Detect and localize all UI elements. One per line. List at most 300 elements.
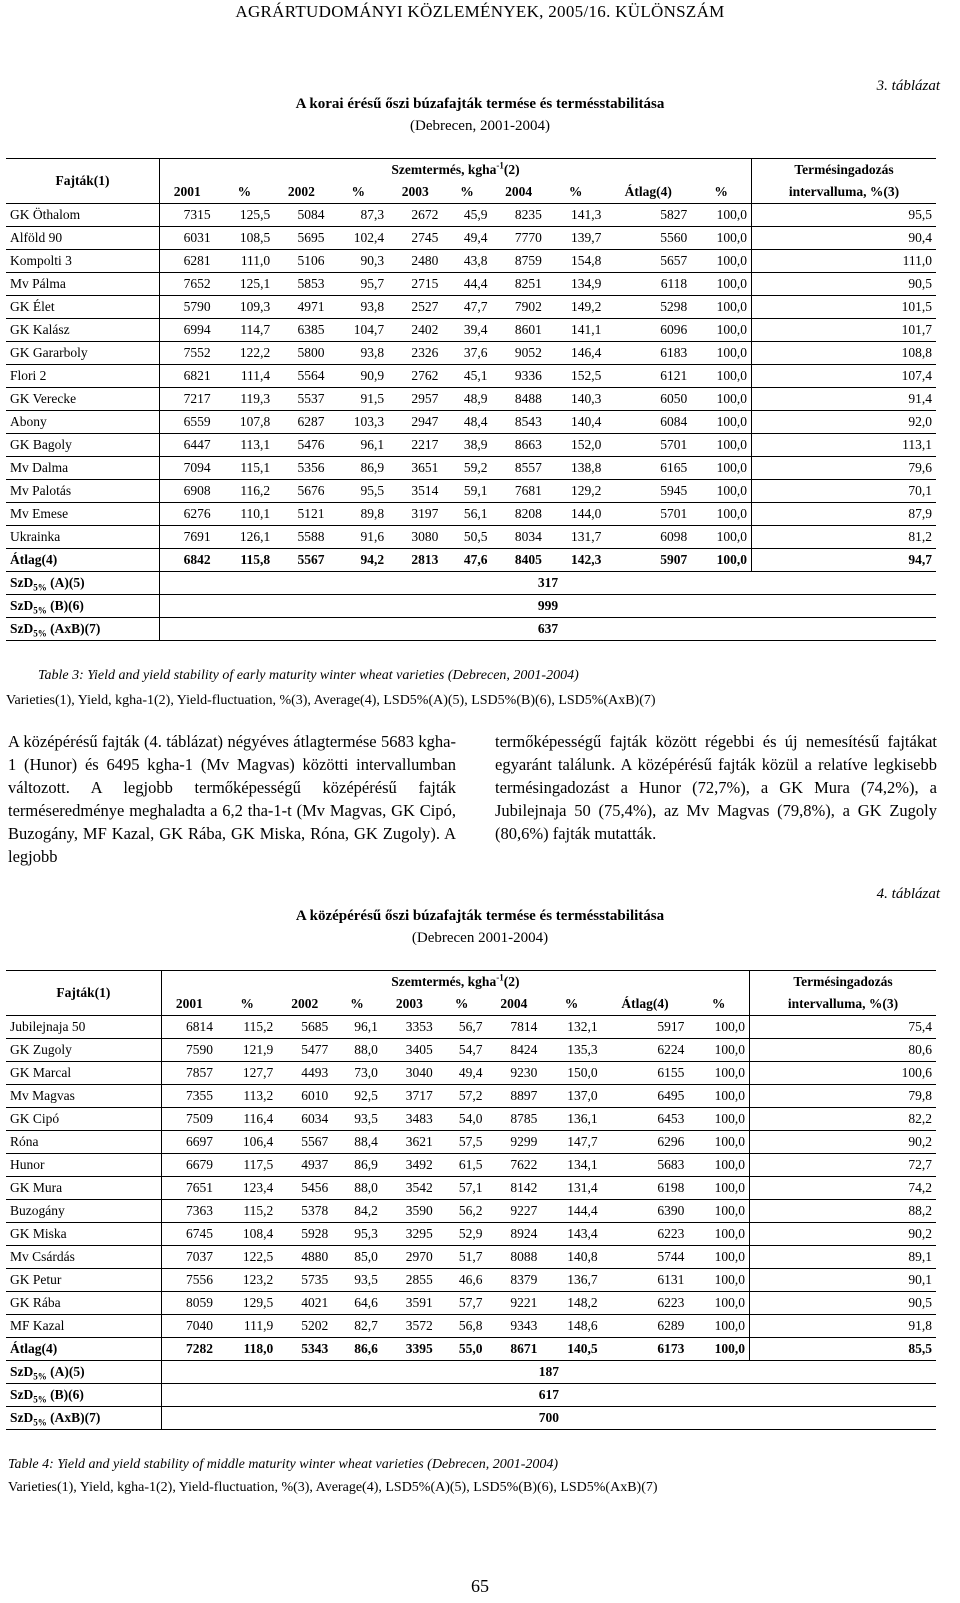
cell: 9343 [486,1315,541,1338]
cell: 4971 [274,296,328,319]
cell: 88,0 [332,1177,382,1200]
row-name: Buzogány [6,1200,161,1223]
cell: 45,9 [442,204,491,227]
col-header-8: Átlag(4) [602,993,689,1016]
cell: 90,2 [749,1223,936,1246]
cell: 5476 [274,434,328,457]
cell: 3395 [382,1338,437,1361]
table-row [6,296,936,319]
cell: 64,6 [332,1292,382,1315]
cell: 5567 [274,549,328,572]
row-name: GK Kalász [6,319,160,342]
cell: 140,3 [546,388,606,411]
cell: 4880 [277,1246,332,1269]
row-name: GK Miska [6,1223,161,1246]
cell: 3197 [388,503,442,526]
cell: 6224 [602,1039,689,1062]
cell: 8208 [492,503,546,526]
cell: 6821 [160,365,215,388]
col-header-yield-sup: -1 [496,160,504,171]
cell: 147,7 [541,1131,601,1154]
cell: 121,9 [217,1039,277,1062]
cell: 6296 [602,1131,689,1154]
table-row [6,1039,936,1062]
cell: 49,4 [442,227,491,250]
cell: 2957 [388,388,442,411]
text-left-column: A középérésű fajták (4. táblázat) négyéves átlagtermése 5683 kgha-1 (Hunor) és 6495 kgha-1 (Mv Magvas) közötti intervallumban változott. A legjobb termőképességű középérésű fajták terméseredménye meghaladta a 6,2 tha-1-t (Mv Magvas, GK Cipó, Buzogány, MF Kazal, GK Rába, GK Miska, Róna, GK Zugoly). A legjobb [8,732,456,866]
cell: 100,0 [688,1039,749,1062]
cell: 115,8 [215,549,275,572]
cell: 57,7 [437,1292,487,1315]
cell: 90,5 [752,273,936,296]
table-row [6,1085,936,1108]
cell: 123,2 [217,1269,277,1292]
table-row [6,1223,936,1246]
cell: 9336 [492,365,546,388]
cell: 7857 [161,1062,217,1085]
cell: 7770 [492,227,546,250]
row-name: GK Mura [6,1177,161,1200]
cell: 2480 [388,250,442,273]
cell: 107,4 [752,365,936,388]
cell: 2527 [388,296,442,319]
cell: 2715 [388,273,442,296]
cell: 3040 [382,1062,437,1085]
cell: 6679 [161,1154,217,1177]
cell: 7590 [161,1039,217,1062]
lsd-row [6,618,936,641]
cell: 7509 [161,1108,217,1131]
cell: 101,5 [752,296,936,319]
col-header-yield-tail: (2) [503,162,520,177]
cell: 7556 [161,1269,217,1292]
cell: 6994 [160,319,215,342]
table-row [6,526,936,549]
cell: 5853 [274,273,328,296]
cell: 5121 [274,503,328,526]
lsd-sub: 5% [33,1417,47,1428]
cell: 100,0 [691,411,751,434]
cell: 100,0 [691,457,751,480]
cell: 154,8 [546,250,606,273]
lsd-row [6,595,936,618]
cell: 5560 [605,227,691,250]
cell: 115,2 [217,1016,277,1039]
cell: 100,0 [688,1223,749,1246]
lsd-pre: SzD [10,575,34,590]
cell: 111,0 [752,250,936,273]
table4 [6,970,936,1430]
cell: 5343 [277,1338,332,1361]
row-name: Kompolti 3 [6,250,160,273]
col-header-yield [161,971,749,994]
cell: 122,2 [215,342,275,365]
cell: 6385 [274,319,328,342]
lsd-post: (A)(5) [46,575,85,590]
lsd-label [6,618,160,641]
cell: 6908 [160,480,215,503]
cell: 4493 [277,1062,332,1085]
cell: 8557 [492,457,546,480]
cell: 134,1 [541,1154,601,1177]
cell: 5683 [602,1154,689,1177]
cell: 7691 [160,526,215,549]
cell: 3591 [382,1292,437,1315]
cell: 113,2 [217,1085,277,1108]
cell: 3717 [382,1085,437,1108]
col-header-0: 2001 [161,993,217,1016]
col-header-9: % [691,181,751,204]
lsd-row [6,1384,936,1407]
cell: 93,8 [329,342,389,365]
cell: 152,0 [546,434,606,457]
cell: 85,5 [749,1338,936,1361]
lsd-label [6,595,160,618]
lsd-post: (AxB)(7) [46,1410,101,1425]
cell: 6289 [602,1315,689,1338]
lsd-value: 617 [161,1384,936,1407]
cell: 3483 [382,1108,437,1131]
cell: 9052 [492,342,546,365]
table3-legend: Varieties(1), Yield, kgha-1(2), Yield-fluctuation, %(3), Average(4), LSD5%(A)(5), LSD5%(B)(6), LSD5%(AxB)(7) [6,693,656,708]
cell: 88,4 [332,1131,382,1154]
cell: 7040 [161,1315,217,1338]
cell: 100,0 [691,296,751,319]
cell: 95,5 [752,204,936,227]
cell: 7315 [160,204,215,227]
cell: 117,5 [217,1154,277,1177]
cell: 90,3 [329,250,389,273]
cell: 100,0 [688,1338,749,1361]
cell: 108,5 [215,227,275,250]
cell: 100,0 [691,549,751,572]
cell: 2217 [388,434,442,457]
cell: 100,0 [688,1269,749,1292]
cell: 5477 [277,1039,332,1062]
cell: 6495 [602,1085,689,1108]
cell: 6155 [602,1062,689,1085]
cell: 4937 [277,1154,332,1177]
row-name: Flori 2 [6,365,160,388]
cell: 3295 [382,1223,437,1246]
cell: 6276 [160,503,215,526]
cell: 50,5 [442,526,491,549]
cell: 90,9 [329,365,389,388]
cell: 139,7 [546,227,606,250]
cell: 2762 [388,365,442,388]
cell: 7355 [161,1085,217,1108]
cell: 70,1 [752,480,936,503]
cell: 54,0 [437,1108,487,1131]
cell: 101,7 [752,319,936,342]
row-name: Mv Emese [6,503,160,526]
cell: 6165 [605,457,691,480]
lsd-label [6,1361,161,1384]
cell: 5685 [277,1016,332,1039]
cell: 116,2 [215,480,275,503]
cell: 8785 [486,1108,541,1131]
cell: 6223 [602,1292,689,1315]
cell: 100,0 [691,365,751,388]
cell: 115,2 [217,1200,277,1223]
cell: 5907 [605,549,691,572]
col-header-5: % [442,181,491,204]
cell: 7622 [486,1154,541,1177]
col-header-4: 2003 [382,993,437,1016]
cell: 88,2 [749,1200,936,1223]
text-right-column: termőképességű fajták között régebbi és új nemesítésű fajtákat egyaránt találunk. A középérésű fajták közül a relatíve legkisebb termésingadozást a Hunor (72,7%), a GK Mura (74,2%), a Jubilejnaja 50 (75,4%), az Mv Magvas (79,8%), a GK Zugoly (80,6%) fajták mutatták. [495,732,937,843]
row-name: Mv Palotás [6,480,160,503]
cell: 100,0 [688,1085,749,1108]
cell: 5378 [277,1200,332,1223]
table-row [6,250,936,273]
lsd-sub: 5% [33,628,47,639]
cell: 132,1 [541,1016,601,1039]
cell: 7094 [160,457,215,480]
cell: 59,2 [442,457,491,480]
col-header-fluctuation: Termésingadozás [752,159,936,182]
cell: 5588 [274,526,328,549]
cell: 5790 [160,296,215,319]
cell: 7652 [160,273,215,296]
row-name: Mv Pálma [6,273,160,296]
lsd-value: 999 [160,595,937,618]
cell: 6223 [602,1223,689,1246]
lsd-sub: 5% [33,582,47,593]
lsd-pre: SzD [10,598,34,613]
cell: 100,0 [688,1315,749,1338]
cell: 4021 [277,1292,332,1315]
lsd-sub: 5% [33,1394,47,1405]
cell: 57,5 [437,1131,487,1154]
table4-caption: Table 4: Yield and yield stability of middle maturity winter wheat varieties (Debrecen, 2001-2004) [8,1457,559,1472]
cell: 5456 [277,1177,332,1200]
row-name: Átlag(4) [6,549,160,572]
cell: 6034 [277,1108,332,1131]
table-row [6,273,936,296]
lsd-value: 187 [161,1361,936,1384]
cell: 56,7 [437,1016,487,1039]
cell: 5827 [605,204,691,227]
cell: 144,4 [541,1200,601,1223]
cell: 126,1 [215,526,275,549]
cell: 8924 [486,1223,541,1246]
cell: 57,2 [437,1085,487,1108]
row-name: GK Petur [6,1269,161,1292]
cell: 103,3 [329,411,389,434]
cell: 106,4 [217,1131,277,1154]
cell: 100,0 [688,1177,749,1200]
table-row [6,1269,936,1292]
lsd-label [6,1384,161,1407]
cell: 94,7 [752,549,936,572]
table-row [6,480,936,503]
cell: 90,4 [752,227,936,250]
table4-legend: Varieties(1), Yield, kgha-1(2), Yield-fluctuation, %(3), Average(4), LSD5%(A)(5), LSD5%(B)(6), LSD5%(AxB)(7) [8,1480,658,1495]
lsd-row [6,1361,936,1384]
cell: 6031 [160,227,215,250]
cell: 8424 [486,1039,541,1062]
cell: 8671 [486,1338,541,1361]
cell: 5202 [277,1315,332,1338]
cell: 8897 [486,1085,541,1108]
cell: 100,0 [691,434,751,457]
cell: 129,5 [217,1292,277,1315]
cell: 100,0 [691,204,751,227]
lsd-post: (B)(6) [46,598,84,613]
cell: 51,7 [437,1246,487,1269]
table4-label: 4. táblázat [876,886,940,902]
cell: 6697 [161,1131,217,1154]
cell: 5084 [274,204,328,227]
page-number: 65 [471,1576,489,1596]
cell: 85,0 [332,1246,382,1269]
cell: 90,2 [749,1131,936,1154]
cell: 136,1 [541,1108,601,1131]
cell: 2402 [388,319,442,342]
table-row [6,227,936,250]
row-name: Jubilejnaja 50 [6,1016,161,1039]
cell: 5567 [277,1131,332,1154]
cell: 5564 [274,365,328,388]
cell: 8379 [486,1269,541,1292]
cell: 92,0 [752,411,936,434]
cell: 9299 [486,1131,541,1154]
cell: 91,6 [329,526,389,549]
cell: 49,4 [437,1062,487,1085]
cell: 6010 [277,1085,332,1108]
cell: 141,3 [546,204,606,227]
cell: 100,0 [691,503,751,526]
table3-caption: Table 3: Yield and yield stability of early maturity winter wheat varieties (Debrecen, 2001-2004) [38,668,579,683]
col-header-4: 2003 [388,181,442,204]
cell: 90,1 [749,1269,936,1292]
col-header-1: % [215,181,275,204]
cell: 8759 [492,250,546,273]
cell: 100,0 [688,1154,749,1177]
cell: 54,7 [437,1039,487,1062]
cell: 3492 [382,1154,437,1177]
cell: 56,1 [442,503,491,526]
cell: 5106 [274,250,328,273]
cell: 5657 [605,250,691,273]
row-name: Mv Dalma [6,457,160,480]
row-name: Róna [6,1131,161,1154]
cell: 3514 [388,480,442,503]
cell: 100,0 [688,1131,749,1154]
cell: 100,0 [688,1246,749,1269]
cell: 3621 [382,1131,437,1154]
cell: 8142 [486,1177,541,1200]
cell: 9221 [486,1292,541,1315]
cell: 52,9 [437,1223,487,1246]
cell: 107,8 [215,411,275,434]
cell: 131,4 [541,1177,601,1200]
cell: 118,0 [217,1338,277,1361]
col-header-yield-tail: (2) [503,974,520,989]
cell: 114,7 [215,319,275,342]
cell: 100,0 [688,1200,749,1223]
cell: 79,6 [752,457,936,480]
cell: 47,7 [442,296,491,319]
table4-title: A középérésű őszi búzafajták termése és termésstabilitása [295,908,665,924]
cell: 87,3 [329,204,389,227]
cell: 9230 [486,1062,541,1085]
lsd-pre: SzD [10,1387,34,1402]
cell: 6084 [605,411,691,434]
cell: 8488 [492,388,546,411]
cell: 6131 [602,1269,689,1292]
cell: 150,0 [541,1062,601,1085]
col-header-variety: Fajták(1) [6,159,160,204]
cell: 100,0 [691,273,751,296]
cell: 123,4 [217,1177,277,1200]
row-name: MF Kazal [6,1315,161,1338]
cell: 88,0 [332,1039,382,1062]
cell: 100,0 [691,227,751,250]
table-row [6,365,936,388]
row-name: GK Élet [6,296,160,319]
cell: 5945 [605,480,691,503]
col-header-0: 2001 [160,181,215,204]
lsd-row [6,572,936,595]
cell: 2326 [388,342,442,365]
cell: 81,2 [752,526,936,549]
table3-title: A korai érésű őszi búzafajták termése és termésstabilitása [295,96,665,112]
col-header-fluctuation-2: intervalluma, %(3) [752,181,936,204]
cell: 7037 [161,1246,217,1269]
cell: 140,4 [546,411,606,434]
cell: 5356 [274,457,328,480]
cell: 5744 [602,1246,689,1269]
cell: 127,7 [217,1062,277,1085]
col-header-6: 2004 [492,181,546,204]
cell: 95,5 [329,480,389,503]
row-name: GK Zugoly [6,1039,161,1062]
lsd-row [6,1407,936,1430]
cell: 149,2 [546,296,606,319]
cell: 111,4 [215,365,275,388]
cell: 91,8 [749,1315,936,1338]
cell: 2813 [388,549,442,572]
cell: 100,0 [691,342,751,365]
cell: 5917 [602,1016,689,1039]
table-row [6,503,936,526]
cell: 104,7 [329,319,389,342]
average-row [6,1338,936,1361]
cell: 61,5 [437,1154,487,1177]
cell: 100,0 [691,480,751,503]
cell: 8543 [492,411,546,434]
table-row [6,1016,936,1039]
cell: 5735 [277,1269,332,1292]
cell: 43,8 [442,250,491,273]
table-row [6,1131,936,1154]
cell: 80,6 [749,1039,936,1062]
cell: 46,6 [437,1269,487,1292]
table-row [6,1200,936,1223]
col-header-yield-text: Szemtermés, kgha [391,162,497,177]
cell: 84,2 [332,1200,382,1223]
row-name: GK Öthalom [6,204,160,227]
cell: 100,0 [688,1016,749,1039]
cell: 102,4 [329,227,389,250]
cell: 148,6 [541,1315,601,1338]
cell: 6198 [602,1177,689,1200]
cell: 125,5 [215,204,275,227]
cell: 146,4 [546,342,606,365]
row-name: Abony [6,411,160,434]
